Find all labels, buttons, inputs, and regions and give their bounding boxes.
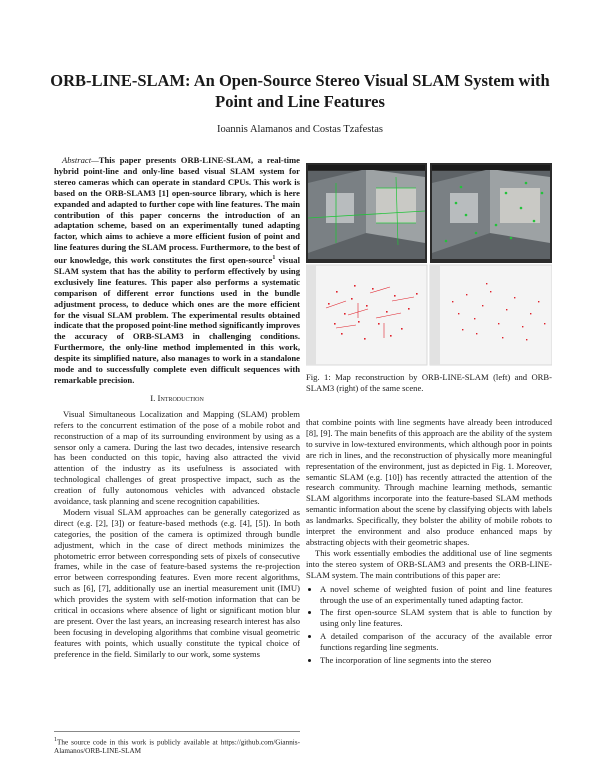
left-column <box>54 155 300 660</box>
paper-title: ORB-LINE-SLAM: An Open-Source Stereo Visual SLAM System with Point and Line Features <box>50 71 550 111</box>
abstract-lead: Abstract <box>62 155 92 165</box>
camera-view-left <box>308 165 425 259</box>
right-paragraph-2: This work essentially embodies the additional use of line segments into the stereo system of ORB-SLAM3 and presents the ORB-LINE-SLAM system. The main contributions of this paper are: <box>306 547 552 580</box>
figure-map-reconstruction <box>306 163 552 366</box>
footnote <box>54 731 300 756</box>
abstract-dash: — <box>91 155 99 165</box>
figure-1 <box>306 163 552 366</box>
intro-paragraph-2: Modern visual SLAM approaches can be generally categorized as direct (e.g. [2], [3]) or feature-based methods (e.g. [4], [5]). In both categories, the position of the camera is optimized through bundle adjustment, which in the case of direct methods minimizes the photometric error between corresponding sets of pixels of consecutive frames, while in the case of feature-based systems the re-projection error between corresponding features. Even more recent algorithms, such as [6], [7], additionally use an inertial measurement unit (IMU) which provides the system with self-motion information that can be critical in occasions where absence of light or significant motion blur are present. Over the last years, an increasing research interest has also been focusing in developing algorithms that combine visual geometric features with points, which usually constitute the typical choice of preference in the field. Similarly to our work, some systems <box>54 506 300 659</box>
contribution-item: • The incorporation of line segments into the stereo <box>320 655 552 666</box>
camera-view-right <box>432 165 550 259</box>
section-title: Introduction <box>157 392 204 403</box>
figure-caption: Fig. 1: Map reconstruction by ORB-LINE-SLAM (left) and ORB-SLAM3 (right) of the same scene. <box>306 372 552 393</box>
intro-paragraph-1: Visual Simultaneous Localization and Mapping (SLAM) problem refers to the concurrent estimation of the pose of a mobile robot and reconstruction of a map of its surrounding environment by using as a sensor only a camera. During the last two decades, intensive research has been conducted on this topic, having also attracted the vivid attention of the industry as its usefulness is associated with technological challenges of great prospective impact, such as the creation of fully autonomous vehicles with advanced obstacle avoidance, task planning and scene recognition capabilities. <box>54 408 300 507</box>
contributions-list <box>306 584 552 666</box>
contribution-item: • A novel scheme of weighted fusion of point and line features through the use of an experimentally tuned adapting factor. <box>320 584 552 606</box>
contribution-item: • A detailed comparison of the accuracy of the available error functions regarding line segments. <box>320 631 552 653</box>
abstract-text-cont: visual SLAM system that has the ability to perform effectively by using exclusively line features. This paper also performs a systematic comparison of different error functions used in the bundle adjustment process, to deduce which ones are the more efficient for the visual SLAM problem. The experimental results obtained indicate that the proposed point-line method significantly improves the accuracy of ORB-SLAM3 in challenging conditions. Furthermore, the only-line method implemented in this work, despite its simplified nature, also manages to work in a standalone mode and to successfully complete even difficult sequences with remarkable precision. <box>54 255 300 385</box>
abstract <box>54 155 300 386</box>
abstract-text: This paper presents ORB-LINE-SLAM, a real-time hybrid point-line and only-line based visual SLAM system for stereo cameras which can operate in standard CPUs. This work is based on the ORB-SLAM3 [1] open-source library, which is here expanded and adapted to further cope with line features. The main contribution of this paper concerns the introduction of an adaptation scheme, based on an experimentally tuned adapting factor, which aims to achieve a more efficient fusion of point and line features during the SLAM process. Furthermore, to the best of our knowledge, this work constitutes the first open-source <box>54 155 300 266</box>
right-column <box>306 417 552 668</box>
footnote-mark: 1 <box>272 255 276 262</box>
figure-left-map-panel <box>306 265 427 365</box>
figure-right-map-panel <box>430 265 552 365</box>
section-numeral: I. <box>150 392 156 403</box>
footnote-text: The source code in this work is publicly available at https://github.com/Giannis-Alamanos/ORB-LINE-SLAM <box>54 738 300 756</box>
footnote-number: 1 <box>54 737 57 743</box>
right-paragraph-1: that combine points with line segments have already been introduced [8], [9]. The main benefits of this approach are the ability of the system to survive in low-textured environments, which although poor in points are rich in lines, and the reconstruction of physically more meaningful representation of the environment, just as depicted in Fig. 1. Moreover, semantic SLAM (e.g. [10]) has recently attracted the attention of the research community. Through machine learning methods, semantic SLAM algorithms incorporate into the feature-based SLAM methods semantic information about the scene by classifying objects with labels as landmarks. Specifically, they bolster the ability of mobile robots to interpret the environment and also produce enhanced maps by abstracting objects with their geometric shapes. <box>306 417 552 547</box>
section-heading-introduction <box>54 393 300 404</box>
contribution-item: • The first open-source SLAM system that is able to function by using only line features. <box>320 607 552 629</box>
paper-authors: Ioannis Alamanos and Costas Tzafestas <box>216 124 384 135</box>
